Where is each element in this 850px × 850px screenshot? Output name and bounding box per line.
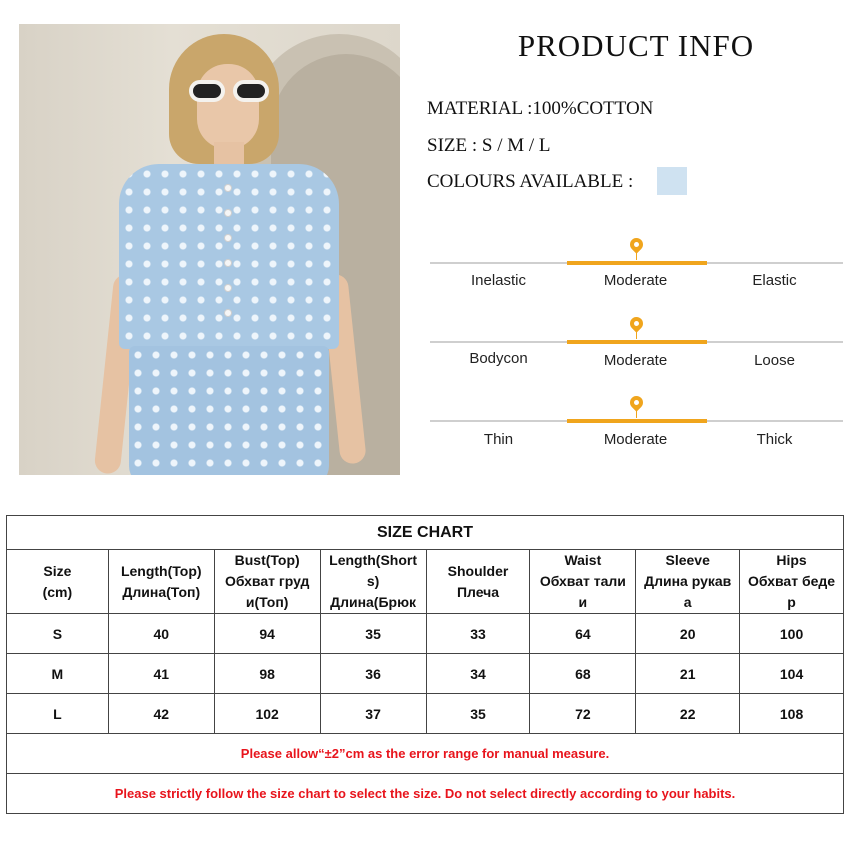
- table-cell: M: [7, 654, 109, 694]
- location-pin-icon: [627, 235, 645, 253]
- scale-label-left: Thin: [483, 431, 514, 448]
- table-cell: L: [7, 694, 109, 734]
- header-sleeve: Sleeve Длина рукав а: [636, 550, 740, 614]
- table-cell: 33: [426, 614, 530, 654]
- header-hips: Hips Обхват беде р: [740, 550, 844, 614]
- pearl-button-icon: [224, 209, 232, 217]
- table-cell: 72: [530, 694, 636, 734]
- pearl-button-icon: [224, 259, 232, 267]
- table-cell: 68: [530, 654, 636, 694]
- header-waist: Waist Обхват тали и: [530, 550, 636, 614]
- table-cell: 35: [426, 694, 530, 734]
- header-bust-top: Bust(Top) Обхват груд и(Топ): [214, 550, 320, 614]
- table-cell: 37: [320, 694, 426, 734]
- table-cell: 20: [636, 614, 740, 654]
- table-cell: 34: [426, 654, 530, 694]
- scale-label-right: Loose: [754, 352, 795, 369]
- table-cell: 40: [108, 614, 214, 654]
- header-length-top: Length(Top) Длина(Топ): [108, 550, 214, 614]
- table-cell: 64: [530, 614, 636, 654]
- table-cell: 94: [214, 614, 320, 654]
- material-text: MATERIAL :100%COTTON: [427, 98, 654, 119]
- table-cell: S: [7, 614, 109, 654]
- table-cell: 35: [320, 614, 426, 654]
- colours-text: COLOURS AVAILABLE :: [427, 171, 634, 192]
- scale-label-middle: Moderate: [603, 272, 668, 289]
- scale-label-right: Thick: [756, 431, 793, 448]
- location-pin-icon: [627, 314, 645, 332]
- scale-selected-segment: [567, 340, 707, 344]
- size-text: SIZE : S / M / L: [427, 135, 551, 156]
- elasticity-scale: [430, 262, 843, 302]
- scale-label-left: Inelastic: [470, 272, 527, 289]
- table-cell: 42: [108, 694, 214, 734]
- fit-scale: [430, 341, 843, 381]
- table-cell: 21: [636, 654, 740, 694]
- sunglasses-icon: [189, 80, 269, 102]
- header-shoulder: Shoulder Плеча: [426, 550, 530, 614]
- pearl-button-icon: [224, 284, 232, 292]
- scale-selected-segment: [567, 261, 707, 265]
- size-selection-note: Please strictly follow the size chart to select the size. Do not select directly according to your habits.: [7, 774, 844, 814]
- thickness-scale: [430, 420, 843, 460]
- table-cell: 36: [320, 654, 426, 694]
- measurement-error-note: Please allow“±2”cm as the error range for manual measure.: [7, 734, 844, 774]
- location-pin-icon: [627, 393, 645, 411]
- header-size: Size (cm): [7, 550, 109, 614]
- table-cell: 41: [108, 654, 214, 694]
- scale-selected-segment: [567, 419, 707, 423]
- size-chart-header-row: [7, 550, 844, 614]
- table-row: [7, 654, 844, 694]
- product-info-title: PRODUCT INFO: [517, 28, 755, 63]
- scale-label-middle: Moderate: [603, 431, 668, 448]
- size-chart-title: SIZE CHART: [7, 516, 844, 550]
- pearl-button-icon: [224, 234, 232, 242]
- product-photo: [19, 24, 400, 475]
- pearl-button-icon: [224, 309, 232, 317]
- table-cell: 108: [740, 694, 844, 734]
- table-row: [7, 614, 844, 654]
- table-cell: 104: [740, 654, 844, 694]
- table-row: [7, 694, 844, 734]
- size-chart-table: [6, 515, 844, 814]
- scale-label-right: Elastic: [752, 272, 797, 289]
- pearl-button-icon: [224, 184, 232, 192]
- table-cell: 98: [214, 654, 320, 694]
- model-face: [197, 64, 259, 149]
- scale-label-left: Bodycon: [469, 350, 528, 367]
- table-cell: 22: [636, 694, 740, 734]
- table-cell: 102: [214, 694, 320, 734]
- scale-label-middle: Moderate: [603, 352, 668, 369]
- header-length-shorts: Length(Short s) Длина(Брюк: [320, 550, 426, 614]
- blue-eyelet-shorts: [129, 346, 329, 475]
- table-cell: 100: [740, 614, 844, 654]
- colour-swatch-light-blue[interactable]: [657, 167, 687, 195]
